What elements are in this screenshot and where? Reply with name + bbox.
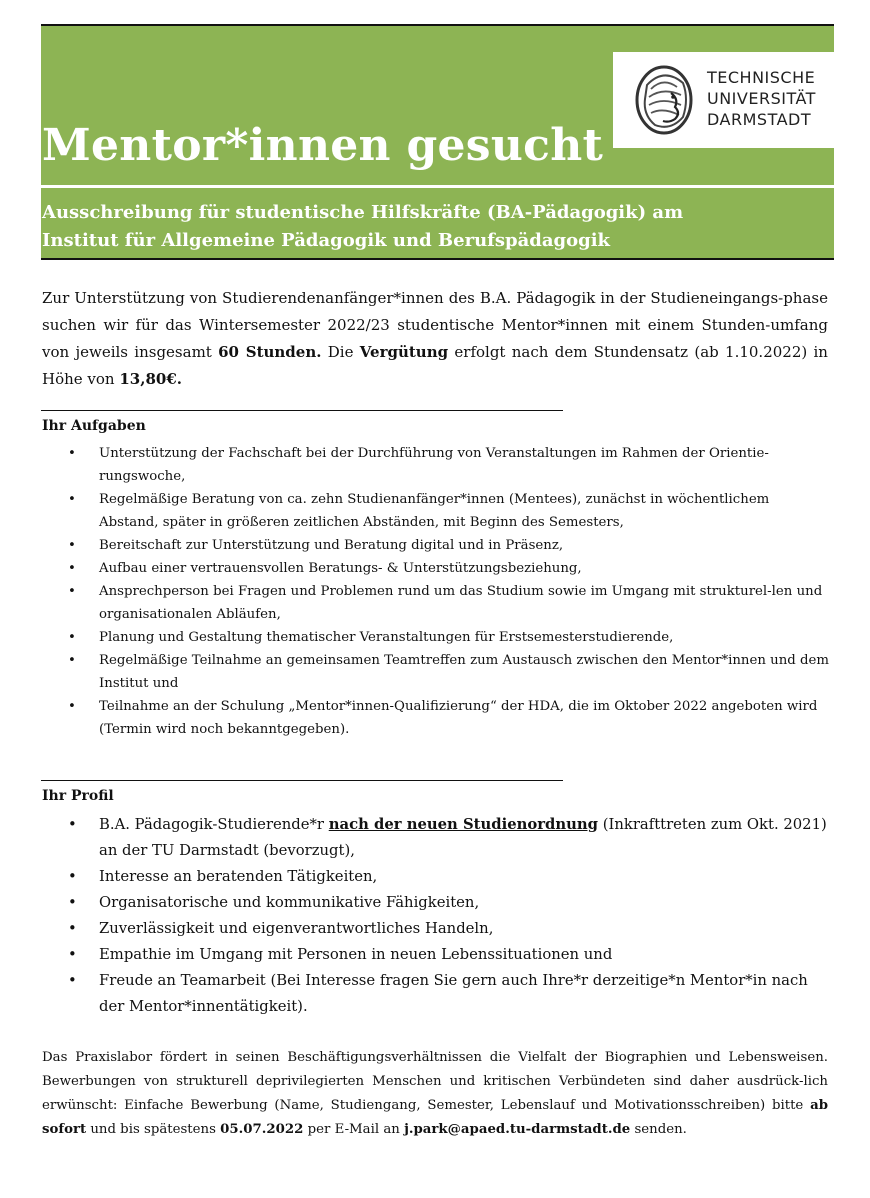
outro-text-1: Das Praxislabor fördert in seinen Beschäftigungsverhältnissen die Vielfalt der Biographien und Lebensweisen. Bewerbungen von strukturell deprivilegierten Menschen und kritischen Verbündeten sind daher ausdrück-lich erwünscht: Einfache Bewerbung (Name, Studiengang, Semester, Lebenslauf und Motivationsschreiben) bitte	[42, 1050, 828, 1113]
list-item: • Interesse an beratenden Tätigkeiten,	[42, 864, 832, 890]
closing-paragraph	[42, 1046, 828, 1142]
university-logo	[613, 52, 834, 148]
list-item: • Ansprechperson bei Fragen und Problemen rund um das Studium sowie im Umgang mit strukturel-len und organisationalen Abläufen,	[42, 580, 832, 626]
list-item: • Aufbau einer vertrauensvollen Beratungs- & Unterstützungsbeziehung,	[42, 557, 832, 580]
intro-text-1: Zur Unterstützung von Studierendenanfänger*innen des B.A. Pädagogik in der Studieneingangs-phase suchen wir für das Wintersemester 2022/23 studentische Mentor*innen mit einem Stunden-umfang von jeweils insgesamt	[42, 289, 828, 361]
athena-head-logo-icon	[633, 63, 695, 137]
subtitle-line-2: Institut für Allgemeine Pädagogik und Berufspädagogik	[42, 230, 611, 251]
list-item: • Unterstützung der Fachschaft bei der Durchführung von Veranstaltungen im Rahmen der Orientie-rungswoche,	[42, 442, 832, 488]
logo-line-3: DARMSTADT	[707, 110, 812, 129]
list-item: • Planung und Gestaltung thematischer Veranstaltungen für Erstsemesterstudierende,	[42, 626, 832, 649]
section-rule-profile	[41, 780, 563, 781]
profile-item-1-text: B.A. Pädagogik-Studierende*r	[99, 816, 329, 833]
intro-paragraph	[42, 285, 828, 393]
outro-text-3: per E-Mail an	[303, 1122, 405, 1137]
list-item: • Bereitschaft zur Unterstützung und Beratung digital und in Präsenz,	[42, 534, 832, 557]
logo-line-1: TECHNISCHE	[707, 68, 816, 87]
outro-asap: ab sofort	[42, 1098, 828, 1137]
list-item: • Teilnahme an der Schulung „Mentor*innen-Qualifizierung“ der HDA, die im Oktober 2022 angeboten wird (Termin wird noch bekanntgegeben).	[42, 695, 832, 741]
outro-text-2: und bis spätestens	[86, 1122, 221, 1137]
profile-list	[42, 812, 832, 1020]
intro-pay-label: Vergütung	[359, 343, 449, 361]
list-item: • Freude an Teamarbeit (Bei Interesse fragen Sie gern auch Ihre*r derzeitige*n Mentor*in nach der Mentor*innentätigkeit).	[42, 968, 832, 1020]
list-item: • Empathie im Umgang mit Personen in neuen Lebenssituationen und	[42, 942, 832, 968]
outro-text-4: senden.	[630, 1122, 687, 1137]
list-item: • Regelmäßige Beratung von ca. zehn Studienanfänger*innen (Mentees), zunächst in wöchentlichem Abstand, später in größeren zeitlichen Abständen, mit Beginn des Semesters,	[42, 488, 832, 534]
logo-line-2: UNIVERSITÄT	[707, 89, 816, 108]
section-rule-tasks	[41, 410, 563, 411]
profile-item-1-rest: (Inkrafttreten zum Okt. 2021) an der TU Darmstadt (bevorzugt),	[99, 816, 827, 859]
intro-amount: 13,80€.	[119, 370, 182, 388]
logo-text	[707, 67, 816, 130]
intro-hours: 60 Stunden.	[218, 343, 322, 361]
page-title: Mentor*innen gesucht	[42, 120, 604, 171]
list-item: • Organisatorische und kommunikative Fähigkeiten,	[42, 890, 832, 916]
intro-text-3: erfolgt nach dem Stundensatz (ab 1.10.2022) in Höhe von	[42, 343, 828, 388]
tasks-list	[42, 442, 832, 741]
tasks-heading: Ihr Aufgaben	[42, 418, 146, 434]
subtitle	[42, 199, 683, 255]
contact-email: j.park@apaed.tu-darmstadt.de	[404, 1122, 631, 1137]
subtitle-bottom-rule	[41, 258, 834, 260]
profile-heading: Ihr Profil	[42, 788, 114, 804]
subtitle-line-1: Ausschreibung für studentische Hilfskräfte (BA-Pädagogik) am	[42, 202, 684, 223]
list-item	[42, 812, 832, 864]
list-item: • Regelmäßige Teilnahme an gemeinsamen Teamtreffen zum Austausch zwischen den Mentor*innen und dem Institut und	[42, 649, 832, 695]
outro-deadline: 05.07.2022	[220, 1122, 304, 1137]
list-item: • Zuverlässigkeit und eigenverantwortliches Handeln,	[42, 916, 832, 942]
profile-item-1-underlined: nach der neuen Studienordnung	[328, 816, 598, 833]
intro-text-2: Die	[321, 343, 360, 361]
